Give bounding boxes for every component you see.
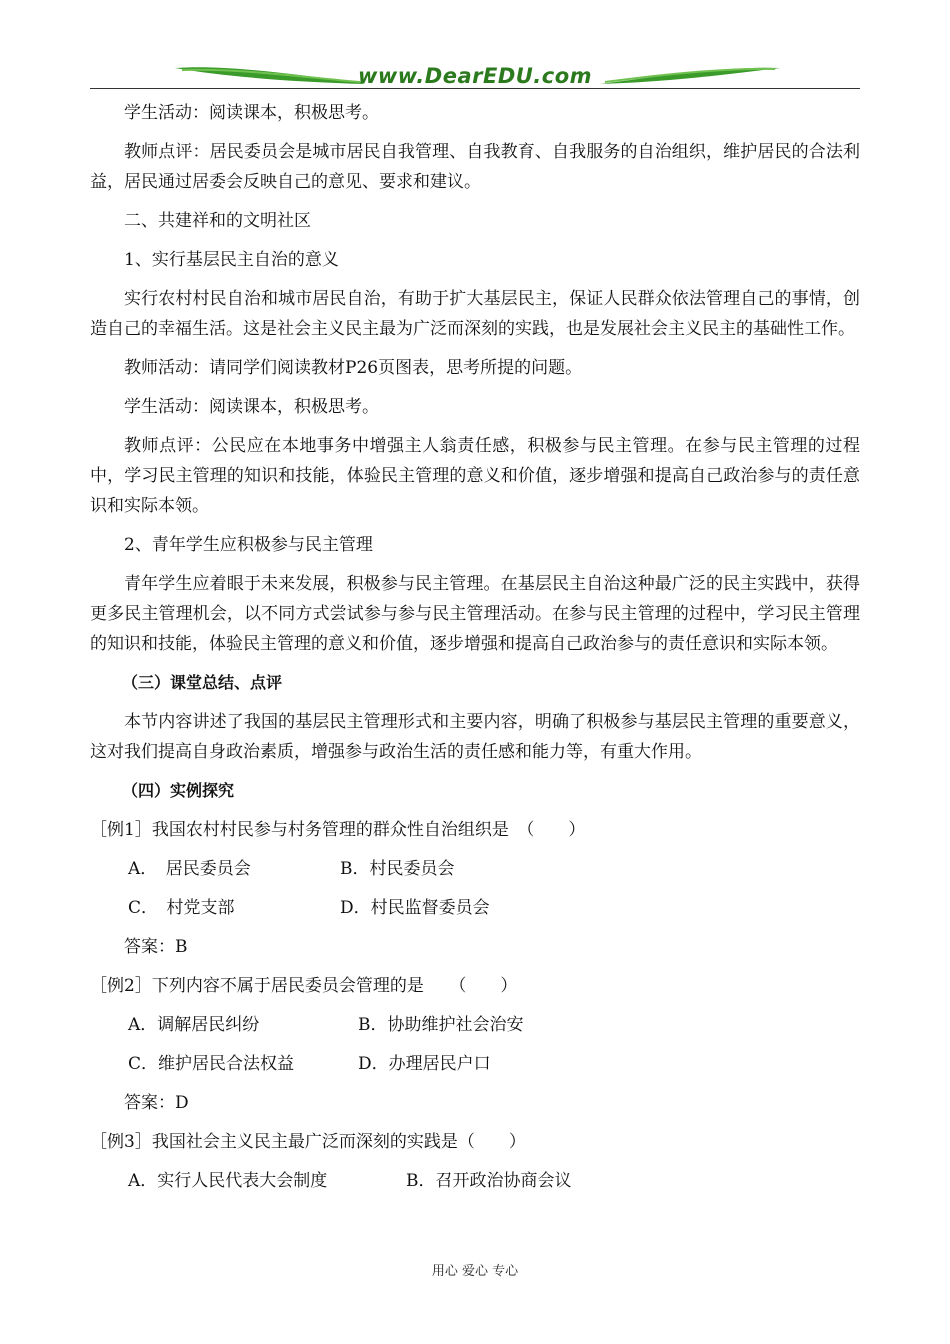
section-heading-2: 二、共建祥和的文明社区 xyxy=(124,211,311,231)
paragraph-youth-participation: 青年学生应着眼于未来发展，积极参与民主管理。在基层民主自治这种最广泛的民主实践中，获得更多民主管理机会，以不同方式尝试参与参与民主管理活动。在参与民主管理的过程中，学习民主管理的知识和技能，体验民主管理的意义和价值，逐步增强和提高自己政治参与的责任意识和实际本领。 xyxy=(90,574,860,654)
example-1-question: ［例1］我国农村村民参与村务管理的群众性自治组织是 （ ） xyxy=(90,820,586,840)
option-d: D．办理居民户口 xyxy=(358,1054,491,1074)
paragraph-summary: 本节内容讲述了我国的基层民主管理形式和主要内容，明确了积极参与基层民主管理的重要意义，这对我们提高自身政治素质，增强参与政治生活的责任感和能力等，有重大作用。 xyxy=(90,712,860,762)
paragraph-significance: 实行农村村民自治和城市居民自治，有助于扩大基层民主，保证人民群众依法管理自己的事情，创造自己的幸福生活。这是社会主义民主最为广泛而深刻的实践，也是发展社会主义民主的基础性工作。 xyxy=(90,289,860,339)
document-body xyxy=(90,98,860,1205)
example-2-options-row-1 xyxy=(90,1010,860,1040)
example-1-options-row-2 xyxy=(90,893,860,923)
example-2-answer: 答案：D xyxy=(124,1093,189,1113)
example-2-question: ［例2］下列内容不属于居民委员会管理的是 （ ） xyxy=(90,976,518,996)
option-d: D．村民监督委员会 xyxy=(340,898,490,918)
example-1-answer: 答案：B xyxy=(124,937,188,957)
option-c: C． 村党支部 xyxy=(128,898,235,918)
option-a: A．调解居民纠纷 xyxy=(128,1015,260,1035)
example-3-question: ［例3］我国社会主义民主最广泛而深刻的实践是（ ） xyxy=(90,1132,526,1152)
option-b: B．召开政治协商会议 xyxy=(406,1171,572,1191)
example-3-options-row-1 xyxy=(90,1166,860,1196)
section-heading-3: （三）课堂总结、点评 xyxy=(122,673,283,692)
section-heading-4: （四）实例探究 xyxy=(122,781,235,800)
paragraph-teacher-comment-2: 教师点评：公民应在本地事务中增强主人翁责任感，积极参与民主管理。在参与民主管理的过程中，学习民主管理的知识和技能，体验民主管理的意义和价值，逐步增强和提高自己政治参与的责任意识和实际本领。 xyxy=(90,436,860,516)
option-a: A． 居民委员会 xyxy=(128,859,251,879)
example-1-options-row-1 xyxy=(90,854,860,884)
subheading-2-2: 2、青年学生应积极参与民主管理 xyxy=(124,535,373,555)
paragraph-student-activity-2: 学生活动：阅读课本，积极思考。 xyxy=(124,397,379,417)
option-b: B．协助维护社会治安 xyxy=(358,1015,524,1035)
paragraph-teacher-activity: 教师活动：请同学们阅读教材P26页图表，思考所提的问题。 xyxy=(124,358,583,378)
option-a: A．实行人民代表大会制度 xyxy=(128,1171,328,1191)
paragraph-teacher-comment-1: 教师点评：居民委员会是城市居民自我管理、自我教育、自我服务的自治组织，维护居民的合法利益，居民通过居委会反映自己的意见、要求和建议。 xyxy=(90,142,860,192)
option-b: B．村民委员会 xyxy=(340,859,455,879)
option-c: C．维护居民合法权益 xyxy=(128,1054,295,1074)
paragraph-student-activity-1: 学生活动：阅读课本，积极思考。 xyxy=(124,103,379,123)
page-footer: 用心 爱心 专心 xyxy=(431,1264,519,1279)
site-url-logo: www.DearEDU.com xyxy=(357,64,593,88)
subheading-2-1: 1、实行基层民主自治的意义 xyxy=(124,250,339,270)
example-2-options-row-2 xyxy=(90,1049,860,1079)
header-divider xyxy=(90,88,860,89)
